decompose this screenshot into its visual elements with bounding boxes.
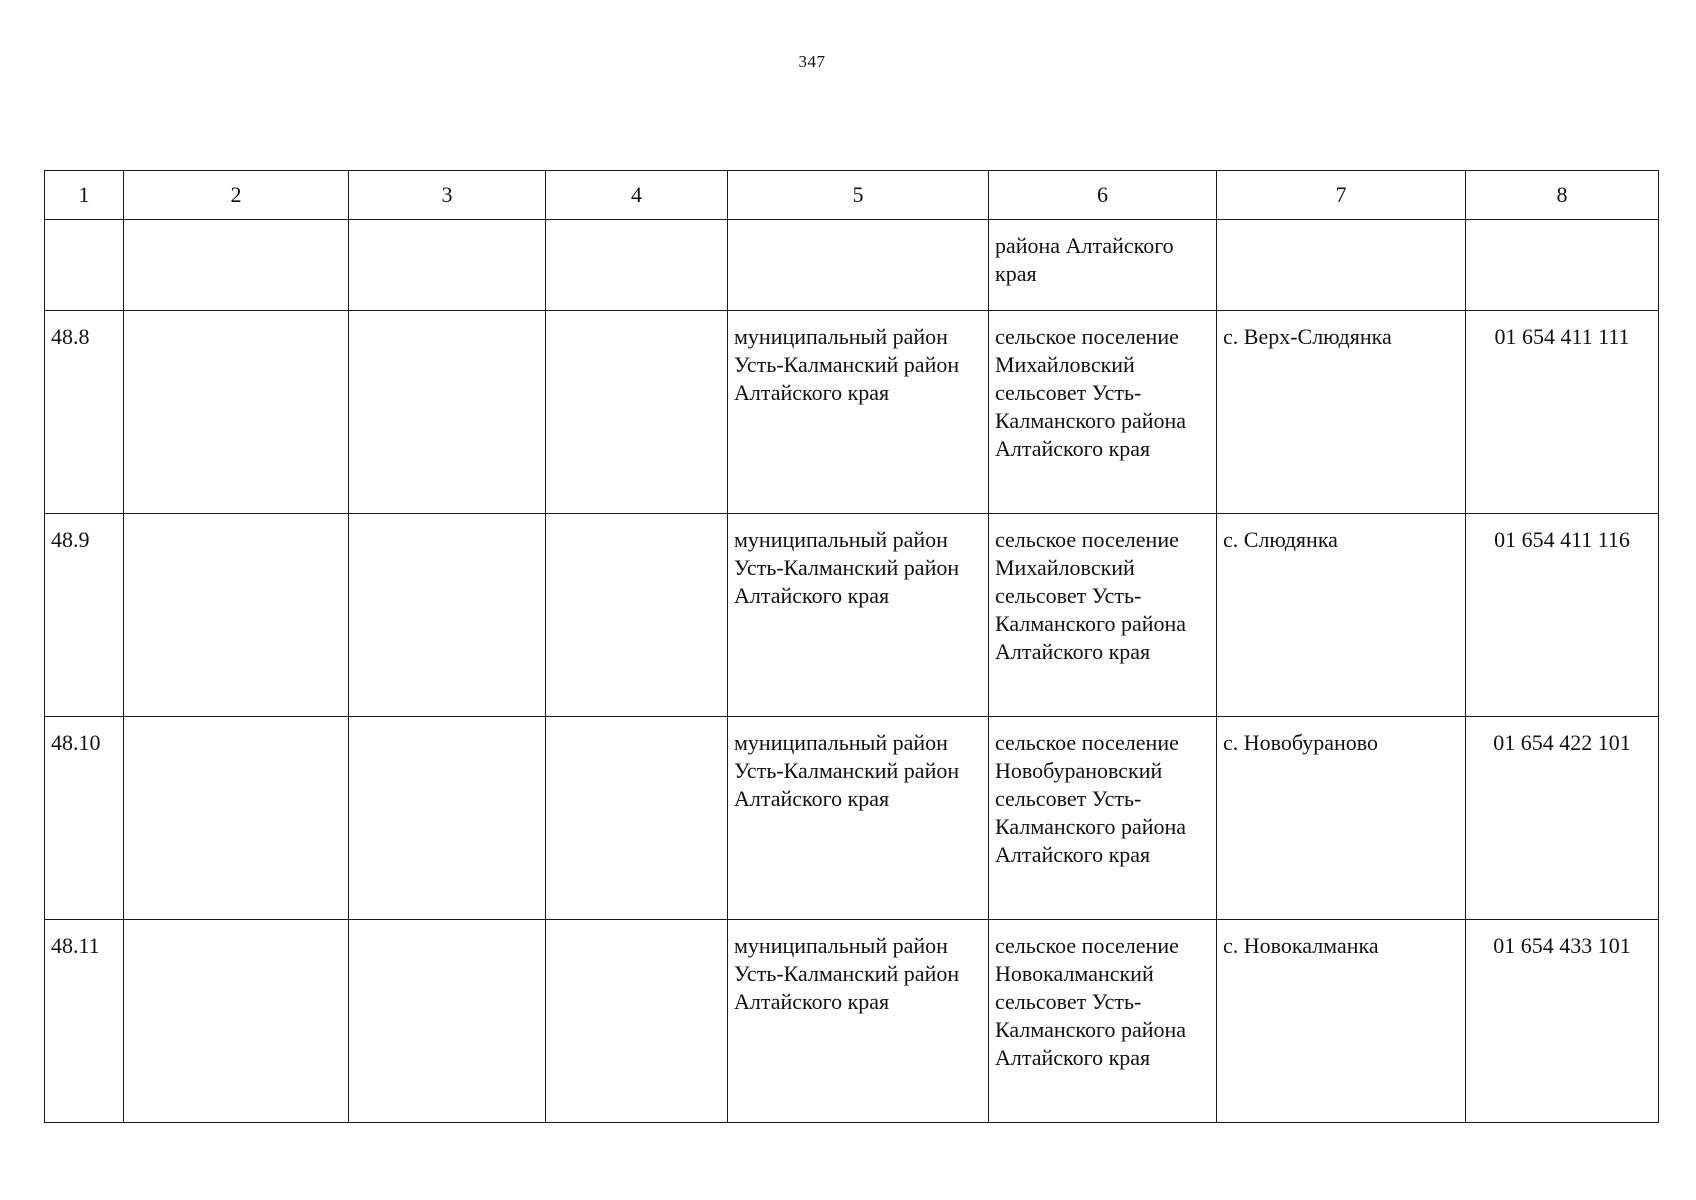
- cell-municipal-district: муниципальный район Усть-Калманский район Алтайского края: [728, 717, 989, 920]
- cell-locality: [1217, 220, 1466, 311]
- cell-number: 48.8: [45, 311, 124, 514]
- cell-settlement: района Алтайского края: [989, 220, 1217, 311]
- cell-col4: [546, 220, 728, 311]
- table-row: [45, 514, 1659, 717]
- cell-number: 48.11: [45, 920, 124, 1123]
- column-header-8: 8: [1466, 171, 1659, 220]
- cell-settlement: сельское поселение Михайловский сельсовет Усть-Калманского района Алтайского края: [989, 311, 1217, 514]
- cell-oktmo-code: 01 654 411 116: [1466, 514, 1659, 717]
- registry-table: [44, 170, 1659, 1123]
- table-row: [45, 311, 1659, 514]
- cell-municipal-district: муниципальный район Усть-Калманский район Алтайского края: [728, 311, 989, 514]
- cell-oktmo-code: 01 654 422 101: [1466, 717, 1659, 920]
- cell-col3: [349, 311, 546, 514]
- table-row: [45, 920, 1659, 1123]
- cell-col2: [124, 311, 349, 514]
- cell-col2: [124, 920, 349, 1123]
- cell-col4: [546, 717, 728, 920]
- cell-col2: [124, 514, 349, 717]
- column-header-5: 5: [728, 171, 989, 220]
- cell-locality: с. Слюдянка: [1217, 514, 1466, 717]
- header-row: [45, 171, 1659, 220]
- continuation-row: [45, 220, 1659, 311]
- page-number: 347: [798, 52, 826, 71]
- cell-col2: [124, 717, 349, 920]
- cell-col3: [349, 220, 546, 311]
- cell-municipal-district: муниципальный район Усть-Калманский район Алтайского края: [728, 920, 989, 1123]
- cell-oktmo-code: 01 654 433 101: [1466, 920, 1659, 1123]
- cell-settlement: сельское поселение Михайловский сельсовет Усть-Калманского района Алтайского края: [989, 514, 1217, 717]
- cell-col3: [349, 717, 546, 920]
- column-header-6: 6: [989, 171, 1217, 220]
- cell-col3: [349, 514, 546, 717]
- column-header-1: 1: [45, 171, 124, 220]
- column-header-7: 7: [1217, 171, 1466, 220]
- cell-number: 48.9: [45, 514, 124, 717]
- cell-number: 48.10: [45, 717, 124, 920]
- column-header-4: 4: [546, 171, 728, 220]
- column-header-3: 3: [349, 171, 546, 220]
- cell-municipal-district: [728, 220, 989, 311]
- table-row: [45, 717, 1659, 920]
- cell-oktmo-code: [1466, 220, 1659, 311]
- cell-settlement: сельское поселение Новокалманский сельсовет Усть-Калманского района Алтайского края: [989, 920, 1217, 1123]
- cell-settlement: сельское поселение Новобурановский сельсовет Усть-Калманского района Алтайского края: [989, 717, 1217, 920]
- cell-locality: с. Новокалманка: [1217, 920, 1466, 1123]
- cell-locality: с. Верх-Слюдянка: [1217, 311, 1466, 514]
- cell-municipal-district: муниципальный район Усть-Калманский район Алтайского края: [728, 514, 989, 717]
- cell-locality: с. Новобураново: [1217, 717, 1466, 920]
- cell-col3: [349, 920, 546, 1123]
- cell-number: [45, 220, 124, 311]
- cell-col4: [546, 514, 728, 717]
- cell-col2: [124, 220, 349, 311]
- cell-col4: [546, 920, 728, 1123]
- cell-oktmo-code: 01 654 411 111: [1466, 311, 1659, 514]
- column-header-2: 2: [124, 171, 349, 220]
- cell-col4: [546, 311, 728, 514]
